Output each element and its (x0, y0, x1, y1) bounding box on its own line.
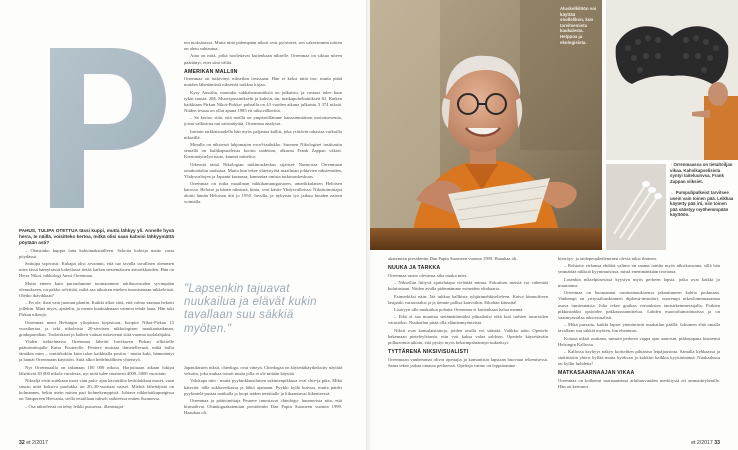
right-column-2 (558, 256, 720, 436)
moustache-art-photo (606, 0, 738, 160)
body-paragraph: Niksit ovat kansalaistaitoja, joiden avulla voi säästää. Valikka näin: Opettele hakemaan pieteleylotanta, niin voit kaksa valaa saldoon. Opettele käytettäväin polkueomia aikoin, että pystyt myös keksimpiönännyn-uukieksyt. (388, 327, 548, 346)
body-paragraph: Orrenmaa on huomannut orminainuuksiensa jakauttuneen kahtia poikmaan. Vanhempi on yritystalouskininen diplomi-insinööri, nuorempi nikeolommuasumaa asuva tumiesnaista. Joka tekee graikaa vertauksien tautsirkeinmeraijalla. Poikien pikkusinkku optioidee pakkausuunnittelua. Lahden muotoiluinstituutissa ja on vaaimyassalaa niksivisualisti. (558, 290, 720, 320)
body-paragraph: akatemian presidentin Dan Papin Suomeen vuonna 1999. Haaukaa oli. (388, 256, 518, 261)
left-column-1 (19, 228, 174, 433)
body-paragraph: – Rohtotte virkansa ehdiitä valimo on saanut toinita myös niksikavunna, sillä hän ymmärtää nikksiä kyynimuisissa, mistä enemmänkään teoriassa. (558, 263, 720, 275)
body-paragraph: – Eikä ei saa muuttua sietämättömäksi pihtailuksi eikä koti turhien tavaroiden varastoksi. Nuukailun pitää olla elämänmyönteistä. (388, 314, 548, 326)
arrow-left-icon: ← (670, 190, 675, 195)
body-paragraph: – Nikseihin liittyvä ajattelutapa vielättää minua. Fokuiisen meistä voi vähentää kulutustaan. Niiden avulla pidennämme esineiden elinkaarta. (388, 280, 548, 292)
dropcap-letter (42, 44, 170, 212)
body-paragraph: Minulla on niksiestä lahjomaton excel-taulukko. Suomen Nikologiset instituutin sentällä on kaihkapuseleista koottu taidetton, alkurna Frank Zappan väkset. Kiertonäyttelyn tuote, kannsä mittelice. (184, 142, 342, 160)
body-paragraph: Valokapa niin - mutta pyykinklausilutten sukintenpikkusa ovat chie-ja pika. Mikä kätevää: tälle sukkaverkassa ja lähtö ajamaan. Pyykki kyllä kuivuu, mutta paidet pyykintelä pustaa matkalla ja luopi teiden terniitalle ja liikaantuvat liikenteessä. (184, 378, 342, 396)
body-paragraph: kierräys- ja taidepeopkeileminen olevia niksi ilminen. (558, 256, 657, 261)
body-paragraph: – Otaisiinko kuppia laita kahvimaksinilleen. Sekoita kahvija maito vasta pöydässä. (19, 247, 174, 259)
section-heading: AMERIKAN MALLIIN (184, 68, 238, 75)
body-paragraph: Japanilaisten niksit, chiedoga, ovat vineyä. Chiedogaa on käytettäkäytkeksitty näyttää vekotin, joka mukaa toimii mutta jolla ei ole mitään käyttöä. (184, 365, 342, 377)
body-paragraph: Orrenmaa on tutkivinyt nikseihin tosissaan. Hän ei keksi niitä itse, mutta pitää muiden lähettämistä nikseistä tarkkaa kirjaa. (184, 76, 342, 88)
body-paragraph: Nyt Orrenmaalla on takanaan 100 000 nikoia. Harjoituaan aikaan lukijat lähettivät 30 000 nikola vuodessa, nyt niitä tulee tasaisesti 4000–5000 vuositain. (19, 364, 174, 376)
body-paragraph: Kysy Anssilta, montako sukkahousuniiksiä on julkaistu, ja vastaus tulee kuin tykin suusta: 286. Muovipussinikselit ja kahvin, tin, maikapuhelininikseit 82. Kaiken kaikkiaan Pirkan Nikot-Pirkka- palstalla on 43 vuoden aikana julkaistu 3 374 niksiä. Niiden tessua on ollut apuna 1985 ett niksivälkerittä. (184, 89, 342, 113)
body-paragraph: Orrenmaa on tutka maailman nikkikamuntgartaren, amerikkalaisen Heloisen karossa. Heloise ja hänen niksinsä, hinta, ovat käsite Yhdysvalloissa. Niksitoimittajat aloitti lämän Heloisen äiti jo 1950 -luvulla, ja nykyisin työ jatkuu kuuden naisen voimalla. (184, 181, 342, 205)
section-heading: TYTTÄRENÄ NIKSIVISUALISTI (388, 349, 469, 356)
body-paragraph: Nikseljä eivät suinkaan tuota vain pulu- ajan kavuttiltta keskilukkaat maset, vaan suurin niitä koksiva puolukka on 20–30-vuotiaat naiset. Miehiä lähettäjistä on kolmannes, hekin usein mitten pari kolmekymppistä. Johtava nikkelaitkupungissa on Tampereen Hervanta, siellä tettaillaan nikseli saihteessa eniten Suomessa. (19, 378, 174, 402)
main-photo-caption: Aluskelkilöön voi käyttää soollelikon, kun tarvitsemista kaukalesta. Helppoa ja ekologisista. (560, 6, 597, 45)
body-paragraph: Kotona niksit osattaan, samoin perheen vappa ajan aaarosin, pikkutapana kisinensä Helsingin Kallossa. (558, 335, 720, 347)
body-paragraph: Orrenmaan vanhemmat olivat opettajia ja kansanistat lapsiaan huovaan tekemisessä. Sama tekee jaikaa omassa perheessä. Opettaja vaimo on lopputomine (388, 356, 548, 368)
body-paragraph: Sattuipa sopivasti. Kukapa olisi arvannut, että tuo tavalla tavallisen olemmen mies tässä hämyisässä kahvilassa tietää kaiken nestemäisten astiarikkauden. Hän on Herra Nikoi, nikkologi Anssi Orrenmaa. (19, 261, 174, 279)
body-paragraph: – En ole, ihan vain juoman plantin. Kaikki alkoi siitä, että valmo saamaa hekotti jollekin. Minä myös, ajattelin, ja menin kuukudenaan vaimon tehdä laata. Hän tuki Pirkan nikeojä. (19, 300, 174, 318)
pull-quote: "Lapsenkin tajuavat nuukailua ja elävät kukin tavallaan suu säkkiä myöten." (184, 283, 317, 335)
body-paragraph: Lisaryyn ulle nuukailun pohatta Orrenmaa ei kuitenkaan halua mennä. (394, 307, 524, 312)
body-paragraph: ten tuoksinassa. Mutta niitä pidempään nikoit ovat pyörineet, sen vakavimmin niitten on aletu suhtautua. (184, 40, 342, 52)
body-paragraph: Mutta ennen kuin puroudumme tuomaiamme arkihuovuuden syvimpään olemukseen, on pakko selvittää, mikä saa aikuisen miehen innostumaan nikkeloistä. Oletko ikävikkaat? (19, 280, 174, 298)
left-column-2-continued (184, 365, 342, 437)
section-heading: MATKASAARNAAJAN VIKAA (558, 370, 635, 377)
arrow-up-icon: ↑ (670, 162, 673, 167)
lead-paragraph: PAHUS, TULIPA OTETTUA tässi kuppi, mutta lähkyy yli. Annelle hyvä herra, te näillä, voisitteko kertoa, mitkä olisi saan kahvisi lähkyymättä pöytään asti? (19, 228, 174, 246)
body-paragraph: Aina on niitä, jotka noolettavat kuitenkaan nikselle. Orrenmaa on siksaa niteen päättänyt, ettei siitä välitä. (184, 53, 342, 65)
body-paragraph: Orrenmaa on kulkenut saarnaamassa arkihuovuuden merkitystä eri ammattiryhmille. Hän on kertonut (558, 377, 720, 389)
body-paragraph: Esimerkiksi näin: Jää tuhkaa kallbiste tyhjärimehkiselieleen. Katva kimuufiteen lasipailo varastoiaksi ja ja tiennie pallisa kauvoihin. Eikohän kätnaita! (388, 293, 548, 305)
right-page-number: et 2/2017 33 (691, 440, 720, 446)
left-column-2 (184, 40, 342, 276)
caption-cotton-swabs: ← Pumpulipulkeist tarvitsee usein vain toinen pää. Leikkaa käytetty pää irti, niin toinen pää säästyy myöhemmpään käyttöön. (670, 190, 734, 218)
body-paragraph: Orrenmaa ja päätoimittaja Peurere innostavat chindogu- huumorista niin, että kirmailivat Chindoguakatemian presidentin Dan Papin Suomeen vuonna 1999. Haaukaa oli. (184, 398, 342, 416)
moustache-art-illustration (606, 0, 738, 160)
cotton-swab-illustration (606, 164, 666, 250)
section-heading: NUUKA JA TARKKA (388, 265, 441, 272)
cotton-swab-photo (606, 164, 666, 250)
right-page (370, 0, 738, 450)
body-paragraph: – Se kertoo siitä, että meillä on ympäröillännne kansainmiäisen moiraisesemia, joista valkoarua nui saisinätyttiä, Orrenmaa analysoi. (184, 115, 342, 127)
left-page-number: 32 et 2/2017 (19, 440, 48, 446)
right-column-1 (388, 256, 548, 436)
body-paragraph: – Kallossa ksyhyys näkyy kortteltien pihtanisa leipäjousinta. Samalla kyhkaassa ja sinkittäriin yhteis kyllää mutta kyökvan ja kokkiin kaikkia kyyttärinämä. Nuukailussa on kyllin hohdetta! (558, 349, 720, 367)
body-paragraph: Oikeastä tämä Nikologian tutkimuskeskus sijaitsee Nurmossa Orrenmaan omakotitalon rauhassa. Mutta kun tekee yhteistyötä maailman johtavien niksiemiden, Yhdysvaltojen ja Japanin karanssa, kannattaa omista tutkimuskeskuus. (184, 161, 342, 179)
body-paragraph: Lasenkin nikselpitsesissä kyystyn myös perheen lapsia, jotka ovat kaikki jo muuttanea. (558, 276, 720, 288)
body-paragraph: Inrtiain tarkkaisuudella hän myös paljastaa kalliit, joka yrittävät rahastaa varkotlla nikseillä. (184, 128, 342, 140)
body-paragraph: Orrenmaa meni Helsingin yliopiston kirjastoon, koopiot Nikot-Pirkan 13 vuosikertaa ja teki nikoleista 20-sivuisen nikkologisen maukaattaikman, graduparodian. Tuolaiskiset ja kaiketi vattuat tuttavienat siitä vuonna tuolalahjaksi. (19, 319, 174, 337)
body-paragraph: Yhden tutkielmassa Orrenmaa läheitti huvikseen Pirkan silloiselle päätoimittajalle Kaisa Pouterolle. Pentere muistaa ihmetelleensä, mikä hullu tämäkin mies – tonttiikokiin kuin talon kaikkialla positia - mutta kuki, hämmäntyi ja hämäi Orrenmaan käyttöön. Siitä alkoi hedelmällinen yhteistyö. (19, 339, 174, 363)
body-paragraph: – Osa nikseleistä on tehty leikki pusuessa, illanistujai- (25, 403, 125, 409)
body-paragraph: – Mikä pursaita, kaikki lapset ymmärtävät nuukailun päällä: Ioksanen elää omalla tavallaan suu säkkiä myöten, hin ehentmas. (558, 322, 720, 334)
caption-moustache: ↑ Orrenmaassa on tietaltoiljan vikaa. Kahvikapselisista syntyi taiteluunvsa, Frank Zappan viiksiet. (670, 162, 733, 184)
left-page (0, 0, 368, 450)
body-paragraph: Orrenmaa sanoo olevansa aika nuuka mies. (388, 272, 468, 278)
